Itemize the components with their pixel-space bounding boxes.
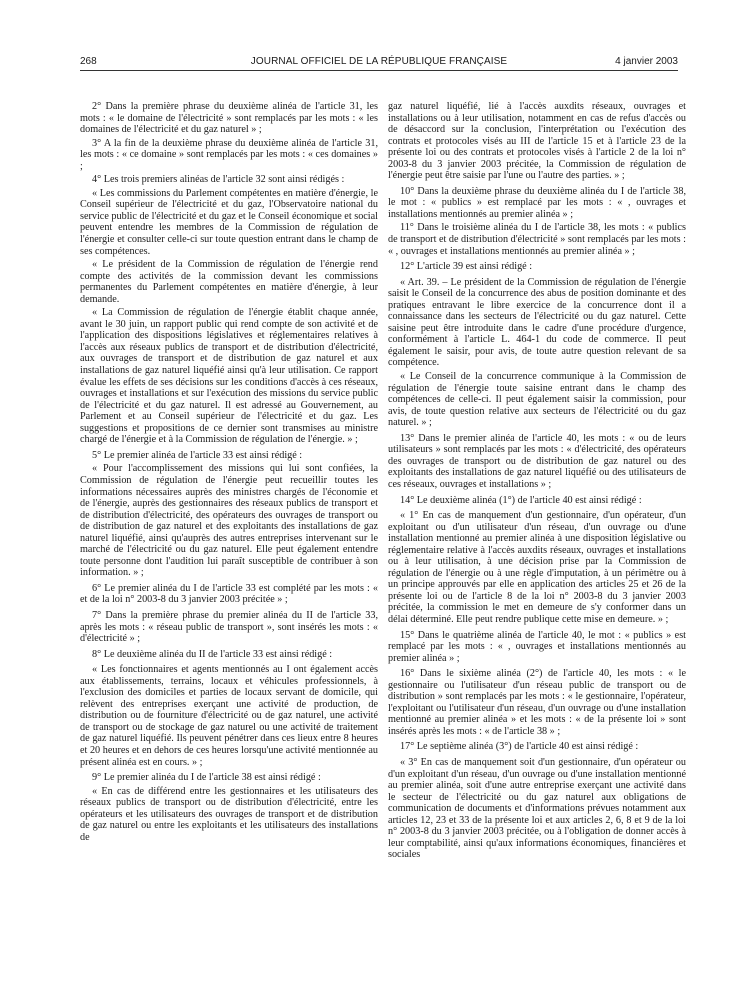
- paragraph: 5° Le premier alinéa de l'article 33 est ainsi rédigé :: [92, 449, 303, 461]
- paragraph: 13° Dans le premier alinéa de l'article 40, les mots : « ou de leurs utilisateurs » sont remplacés par les mots : « d'électricité, des opérateurs des ouvrages de transport ou de distribution de gaz naturel ou des exploitants des installations de gaz naturel liquéfié ou des utilisateurs de ces réseaux, ouvrages et installations » ;: [388, 432, 686, 490]
- paragraph: 6° Le premier alinéa du I de l'article 33 est complété par les mots : « et de la loi n° 2003-8 du 3 janvier 2003 précitée » ;: [80, 582, 378, 606]
- paragraph: « Art. 39. – Le président de la Commission de régulation de l'énergie saisit le Conseil de la concurrence des abus de position dominante et des pratiques entravant le libre exercice de la concurrence dont il a connaissance dans les secteurs de l'électricité ou du gaz naturel. Cette saisine peut être introduite dans le cadre d'une procédure d'urgence, conformément à l'article L. 464-1 du code de commerce. Il peut également le saisir, pour avis, de toute autre question relevant de sa compétence.: [388, 276, 686, 369]
- paragraph: 3° A la fin de la deuxième phrase du deuxième alinéa de l'article 31, les mots : « ce domaine » sont remplacés par les mots : « ces domaines » ;: [80, 137, 378, 172]
- paragraph: gaz naturel liquéfié, lié à l'accès auxdits réseaux, ouvrages et installations ou à leur utilisation, notamment en cas de refus d'accès ou de désaccord sur la conclusion, l'interprétation ou l'exécution des contrats et protocoles visés au III de l'article 15 et à l'article 23 de la présente loi ou des contrats et protocoles visés à l'article 2 de la loi n° 2003-8 du 3 janvier 2003 précitée, la Commission de régulation de l'énergie peut être saisie par l'une ou l'autre des parties. » ;: [388, 101, 686, 182]
- paragraph: « Les commissions du Parlement compétentes en matière d'énergie, le Conseil supérieur de l'électricité et du gaz, l'Observatoire national du service public de l'électricité et du gaz et le Conseil économique et social peuvent entendre les membres de la Commission de régulation de l'énergie et consulter celle-ci sur toute question entrant dans le champ de ses compétences.: [80, 187, 378, 257]
- page-number: 268: [80, 56, 97, 67]
- paragraph: « Pour l'accomplissement des missions qui lui sont confiées, la Commission de régulation de l'énergie peut recueillir toutes les informations nécessaires auprès des ministres chargés de l'économie et de l'énergie, auprès des gestionnaires des réseaux publics de transport et de distribution d'électricité, des opérateurs des ouvrages de transport ou de distribution de gaz naturel et des exploitants des installations de gaz naturel liquéfié, ainsi qu'auprès des autres entreprises intervenant sur le marché de l'électricité ou du gaz naturel. Elle peut également entendre toute personne dont l'audition lui paraît susceptible de contribuer à son information. » ;: [80, 463, 378, 579]
- right-column: [388, 101, 686, 863]
- paragraph: 4° Les trois premiers alinéas de l'article 32 sont ainsi rédigés :: [92, 174, 345, 186]
- paragraph: 7° Dans la première phrase du premier alinéa du II de l'article 33, après les mots : « réseau public de transport », sont insérés les mots : « d'électricité » ;: [80, 609, 378, 645]
- paragraph: 15° Dans le quatrième alinéa de l'article 40, le mot : « publics » est remplacé par les mots : « , ouvrages et installations mentionnés au premier alinéa » ;: [388, 629, 686, 664]
- paragraph: 12° L'article 39 est ainsi rédigé :: [400, 261, 533, 273]
- paragraph: 14° Le deuxième alinéa (1°) de l'article 40 est ainsi rédigé :: [400, 494, 642, 506]
- paragraph: 11° Dans le troisième alinéa du I de l'article 38, les mots : « publics de transport et de distribution d'électricité » sont remplacés par les mots : « , ouvrages et installations mentionnés au premier alinéa » ;: [388, 222, 686, 257]
- journal-title: JOURNAL OFFICIEL DE LA RÉPUBLIQUE FRANÇAISE: [250, 56, 508, 67]
- paragraph: « La Commission de régulation de l'énergie établit chaque année, avant le 30 juin, un rapport public qui rend compte de son activité et de l'application des dispositions législatives et réglementaires relatives à l'accès aux réseaux publics de transport et de distribution d'électricité, aux ouvrages de transport et de distribution de gaz naturel et aux installations de gaz naturel liquéfié ainsi qu'à leur utilisation. Ce rapport évalue les effets de ses décisions sur les conditions d'accès à ces réseaux, ouvrages et installations et sur l'exécution des missions du service public de l'électricité et du gaz naturel. Il est adressé au Gouvernement, au Parlement et au Conseil supérieur de l'électricité et du gaz. Les suggestions et propositions de ce dernier sont transmises au ministre chargé de l'énergie et à la Commission de régulation de l'énergie. » ;: [80, 307, 378, 446]
- paragraph: « Les fonctionnaires et agents mentionnés au I ont également accès aux établissements, terrains, locaux et véhicules professionnels, à l'exclusion des domiciles et parties de locaux servant de domicile, qui relèvent des entreprises exerçant une activité de production, de distribution ou de fourniture d'électricité ou de gaz naturel, une activité de transport ou de stockage de gaz naturel ou une activité de traitement de gaz naturel liquéfié. Ils peuvent pénétrer dans ces lieux entre 8 heures et 20 heures et en dehors de ces heures lorsqu'une activité mentionnée au présent alinéa est en cours. » ;: [80, 664, 378, 768]
- issue-date: 4 janvier 2003: [615, 56, 678, 67]
- paragraph: 16° Dans le sixième alinéa (2°) de l'article 40, les mots : « le gestionnaire ou l'utilisateur d'un réseau public de transport ou de distribution » sont remplacés par les mots : « le gestionnaire, l'opérateur, l'exploitant ou l'utilisateur d'un réseau, d'un ouvrage ou d'une installation mentionné au premier alinéa » et les mots : « de la présente loi » sont insérés après les mots : « de l'article 38 » ;: [388, 668, 686, 737]
- header-rule: [80, 70, 678, 71]
- paragraph: « En cas de différend entre les gestionnaires et les utilisateurs des réseaux publics de transport ou de distribution d'électricité, entre les opérateurs et les utilisateurs des ouvrages de transport et de distribution de gaz naturel ou entre les exploitants et les utilisateurs des installations de: [80, 785, 378, 843]
- paragraph: 8° Le deuxième alinéa du II de l'article 33 est ainsi rédigé :: [92, 648, 333, 660]
- paragraph: 10° Dans la deuxième phrase du deuxième alinéa du I de l'article 38, le mot : « publics » est remplacé par les mots : « , ouvrages et installations mentionnés au premier alinéa » ;: [388, 185, 686, 220]
- paragraph: 17° Le septième alinéa (3°) de l'article 40 est ainsi rédigé :: [400, 741, 639, 753]
- paragraph: « 1° En cas de manquement d'un gestionnaire, d'un opérateur, d'un exploitant ou d'un utilisateur d'un réseau, d'un ouvrage ou d'une installation mentionné au premier alinéa à une disposition législative ou réglementaire relative à l'accès auxdits réseaux, ouvrages et installations ou à leur utilisation, à une décision prise par la Commission de régulation de l'énergie ou à une règle d'imputation, à un périmètre ou à un principe approuvés par elle en application des articles 25 et 26 de la présente loi ou de l'article 8 de la loi n° 2003-8 du 3 janvier 2003 précitée, la commission le met en demeure de s'y conformer dans un délai déterminé. Elle peut rendre publique cette mise en demeure. » ;: [388, 510, 686, 625]
- paragraph: « Le Conseil de la concurrence communique à la Commission de régulation de l'énergie toute saisine entrant dans le champ des compétences de celle-ci. Il peut également saisir la commission, pour avis, de toute question relative aux secteurs de l'électricité ou du gaz naturel. » ;: [388, 371, 686, 429]
- paragraph: « Le président de la Commission de régulation de l'énergie rend compte des activités de la commission devant les commissions permanentes du Parlement compétentes en matière d'énergie, à leur demande.: [80, 259, 378, 305]
- page-header: [80, 56, 678, 70]
- paragraph: 9° Le premier alinéa du I de l'article 38 est ainsi rédigé :: [92, 772, 321, 784]
- paragraph: « 3° En cas de manquement soit d'un gestionnaire, d'un opérateur ou d'un exploitant d'un réseau, d'un ouvrage ou d'une installation mentionné au premier alinéa, soit d'une autre entreprise exerçant une activité dans le secteur de l'électricité ou du gaz naturel aux obligations de communication de documents et d'informations prévues notamment aux articles 12, 23 et 33 de la présente loi et aux articles 2, 6, 8 et 9 de la loi n° 2003-8 du 3 janvier 2003 précitée, ou à l'obligation de donner accès à leur comptabilité, ainsi qu'aux informations économiques, financières et sociales: [388, 756, 686, 861]
- left-column: [80, 101, 378, 845]
- paragraph: 2° Dans la première phrase du deuxième alinéa de l'article 31, les mots : « le domaine de l'électricité » sont remplacés par les mots : « les domaines de l'électricité et du gaz naturel » ;: [80, 101, 378, 136]
